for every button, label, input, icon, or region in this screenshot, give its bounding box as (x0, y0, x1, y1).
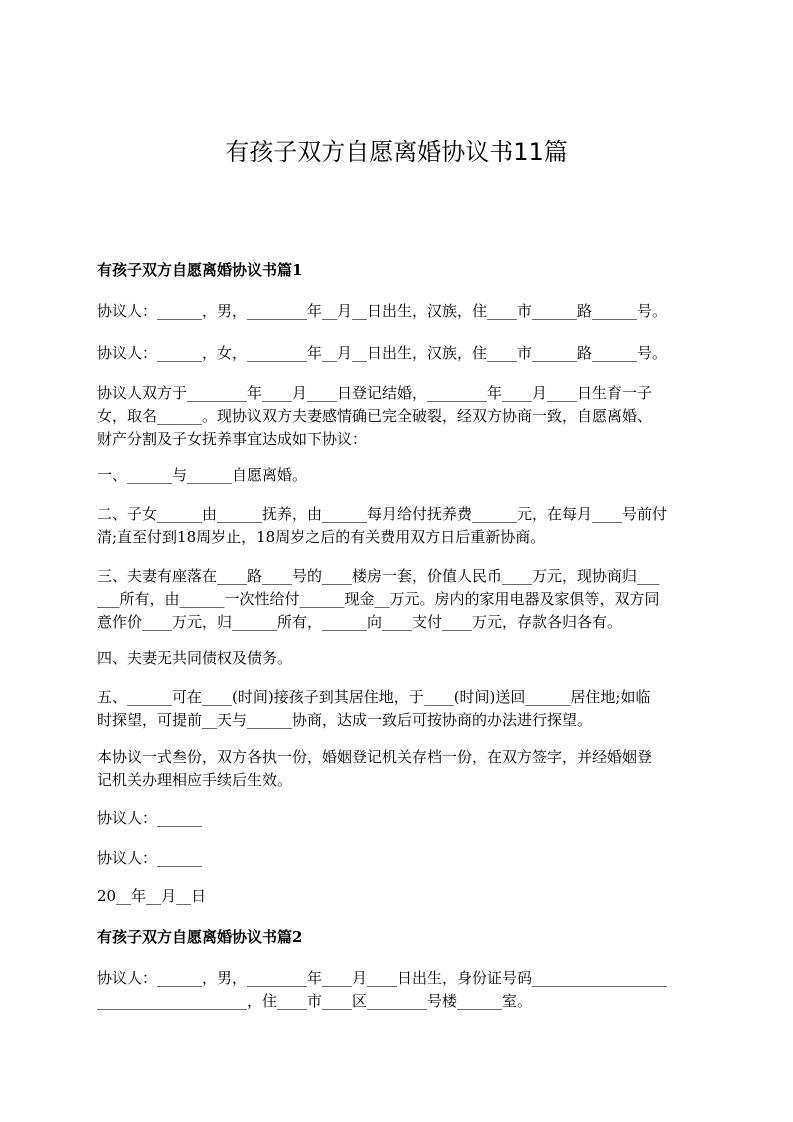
section-heading-2: 有孩子双方自愿离婚协议书篇2 (97, 928, 303, 946)
party-paragraph-2 (97, 967, 709, 1013)
document-title: 有孩子双方自愿离婚协议书11篇 (225, 138, 568, 166)
signature-line-1 (97, 807, 709, 830)
text-line: 财产分割及子女抚养事宜达成如下协议： (97, 430, 368, 448)
text-line: 三、夫妻有座落在____路____号的____楼房一套，价值人民币____万元，现协商归___ (97, 567, 660, 585)
text-line: 协议人：______，女，________年__月__日出生，汉族，住____市______路______号。 (97, 344, 668, 362)
text-line: 协议人双方于________年____月____日登记结婚，________年____月____日生育一子 (97, 384, 653, 402)
party-male-paragraph (97, 300, 709, 323)
date-line (97, 885, 709, 908)
text-line: 20__年__月__日 (97, 887, 207, 905)
clause-1 (97, 464, 709, 487)
text-line: 五、______可在____(时间)接孩子到其居住地，于____(时间)送回______居住地;如临 (97, 688, 651, 706)
text-line: 本协议一式叁份，双方各执一份，婚姻登记机关存档一份，在双方签字，并经婚姻登 (97, 748, 653, 766)
text-line: 记机关办理相应手续后生效。 (97, 771, 293, 789)
clause-4 (97, 647, 709, 670)
text-line: 清;直至付到18周岁止，18周岁之后的有关费用双方日后重新协商。 (97, 528, 546, 546)
text-line: 时探望，可提前__天与______协商，达成一致后可按协商的办法进行探望。 (97, 711, 593, 729)
clause-3 (97, 565, 709, 634)
clause-5 (97, 686, 709, 732)
text-line: 协议人：______，男，________年____月____日出生，身份证号码__________________ (97, 969, 668, 987)
text-line: 协议人：______ (97, 849, 203, 867)
text-line: 一、______与______自愿离婚。 (97, 466, 308, 484)
signature-line-2 (97, 847, 709, 870)
text-line: ____________________，住____市____区________号楼______室。 (97, 992, 533, 1010)
text-line: 四、夫妻无共同债权及债务。 (97, 649, 293, 667)
clause-2 (97, 503, 709, 549)
section-heading-1: 有孩子双方自愿离婚协议书篇1 (97, 261, 303, 279)
text-line: 二、子女______由______抚养，由______每月给付抚养费______元，在每月____号前付 (97, 505, 668, 523)
text-line: 意作价____万元，归______所有，______向____支付____万元，存款各归各有。 (97, 613, 623, 631)
text-line: ___所有，由______一次性给付______现金__万元。房内的家用电器及家俱等，双方同 (97, 590, 660, 608)
text-line: 女，取名______。现协议双方夫妻感情确已完全破裂，经双方协商一致，自愿离婚、 (97, 407, 653, 425)
effect-clause (97, 746, 709, 792)
text-line: 协议人：______，男，________年__月__日出生，汉族，住____市______路______号。 (97, 302, 668, 320)
text-line: 协议人：______ (97, 809, 203, 827)
intro-paragraph (97, 382, 709, 451)
party-female-paragraph (97, 342, 709, 365)
